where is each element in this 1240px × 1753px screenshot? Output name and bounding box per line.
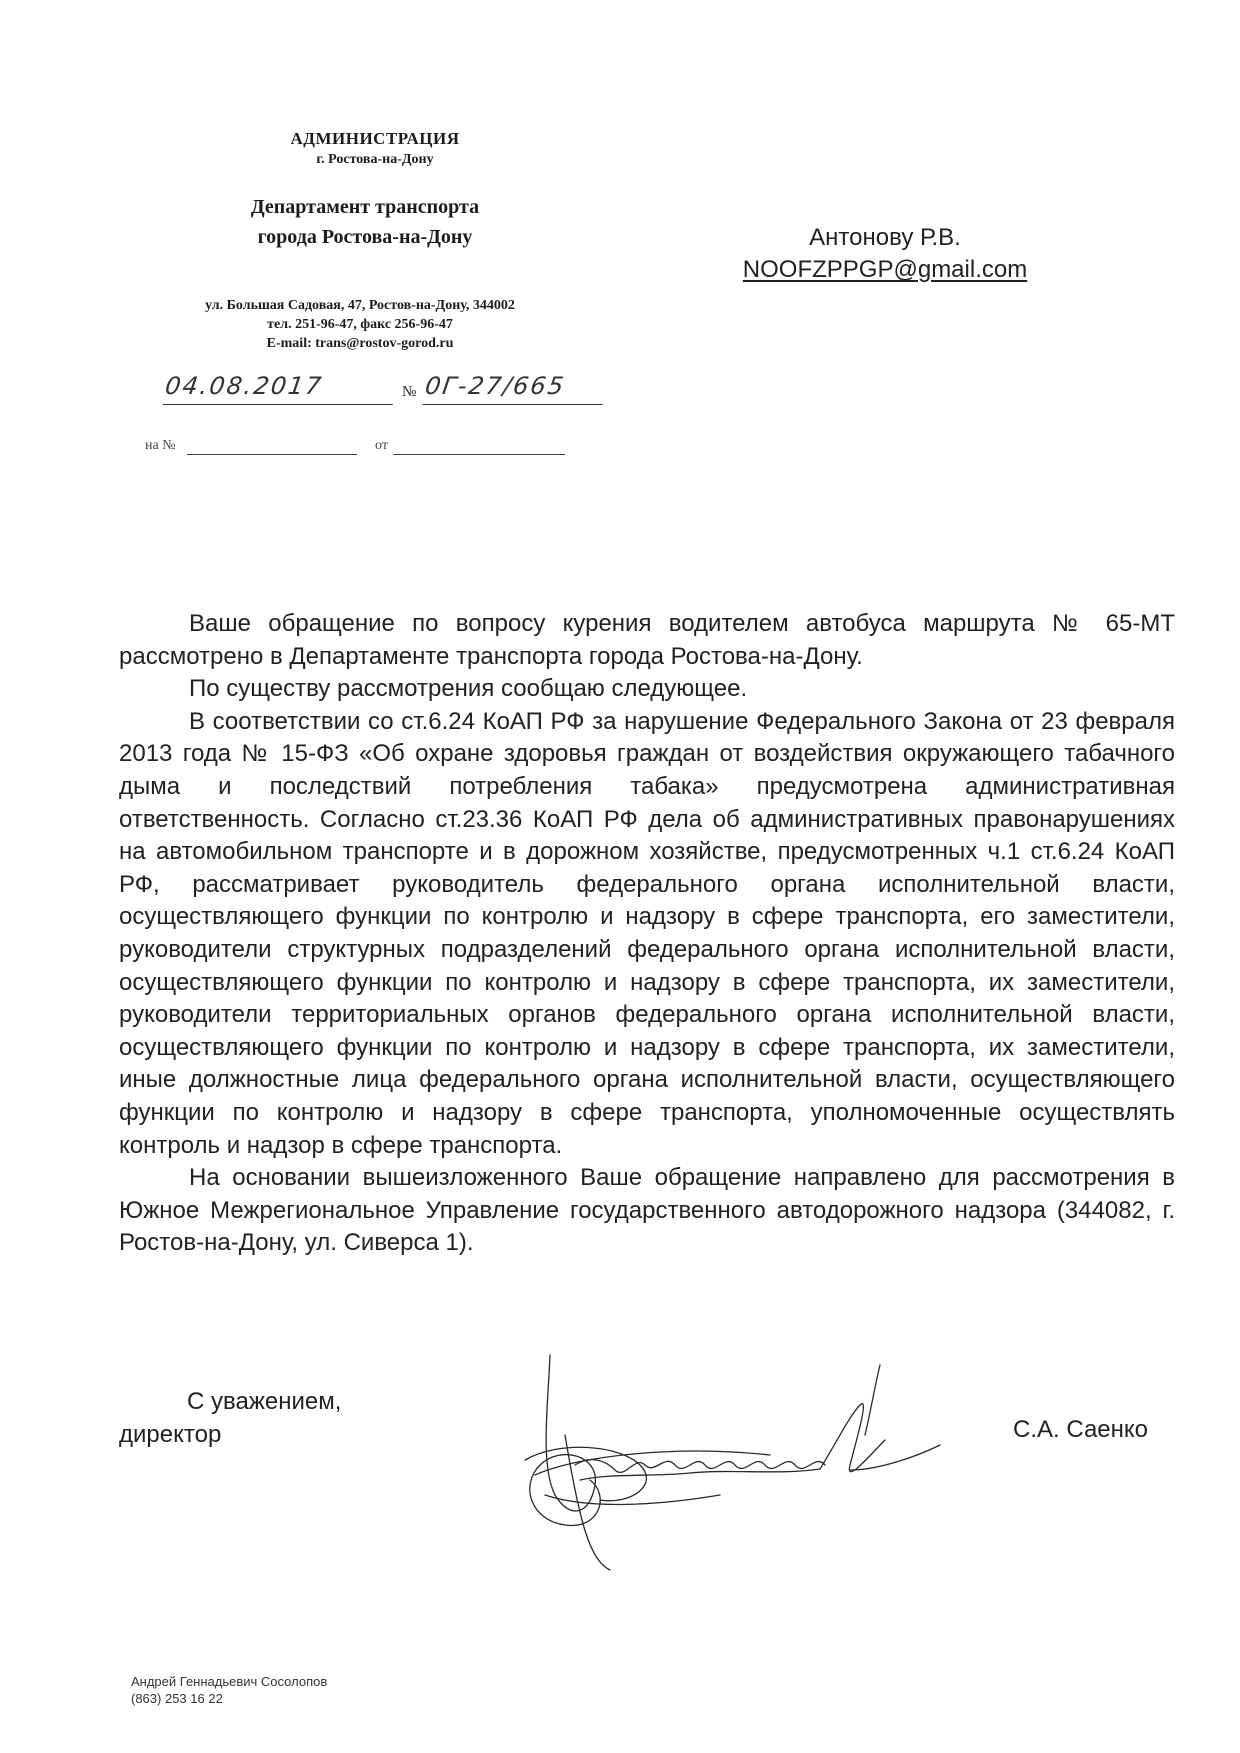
letterhead <box>130 128 580 252</box>
phone-fax: тел. 251-96-47, факс 256-96-47 <box>267 317 453 332</box>
signer-position: директор <box>119 1421 222 1448</box>
registration-line <box>140 372 630 406</box>
handwritten-signature <box>520 1345 970 1575</box>
organization-city: г. Ростова-на-Дону <box>316 152 434 167</box>
closing-block <box>119 1385 341 1451</box>
registration-date: 04.08.2017 <box>163 372 398 405</box>
closing-greeting: С уважением, <box>187 1388 342 1415</box>
organization-name: АДМИНИСТРАЦИЯ <box>290 129 460 148</box>
department-name <box>130 192 580 252</box>
recipient-email: NOOFZPPGP@gmail.com <box>742 256 1028 283</box>
recipient-block <box>715 222 1055 286</box>
executor-block <box>131 1673 327 1707</box>
registration-number-label: № <box>402 384 417 400</box>
address: ул. Большая Садовая, 47, Ростов-на-Дону, 344002 <box>205 298 515 313</box>
registration-number: 0Г-27/665 <box>423 372 608 405</box>
department-line-2: города Ростова-на-Дону <box>257 226 473 248</box>
executor-name: Андрей Геннадьевич Сосолопов <box>131 1674 328 1689</box>
reference-line <box>145 438 575 460</box>
executor-phone: (863) 253 16 22 <box>131 1691 223 1706</box>
reference-date-label: от <box>375 438 388 453</box>
organization-email: E-mail: trans@rostov-gorod.ru <box>266 336 454 351</box>
paragraph-3: В соответствии со ст.6.24 КоАП РФ за нарушение Федерального Закона от 23 февраля 2013 года № 15-ФЗ «Об охране здоровья граждан от воздействия окружающего табачного дыма и последствий потребления табака» предусмотрена административная ответственность. Согласно ст.23.36 КоАП РФ дела об административных правонарушениях на автомобильном транспорте и в дорожном хозяйстве, предусмотренных ч.1 ст.6.24 КоАП РФ, рассматривает руководитель федерального органа исполнительной власти, осуществляющего функции по контролю и надзору в сфере транспорта, его заместители, руководители структурных подразделений федерального органа исполнительной власти, осуществляющего функции по контролю и надзору в сфере транспорта, их заместители, руководители территориальных органов федерального органа исполнительной власти, осуществляющего функции по контролю и надзору в сфере транспорта, их заместители, иные должностные лица федерального органа исполнительной власти, осуществляющего функции по контролю и надзору в сфере транспорта, уполномоченные осуществлять контроль и надзор в сфере транспорта. <box>119 707 1175 1159</box>
paragraph-1: Ваше обращение по вопросу курения водителем автобуса маршрута № 65-МТ рассмотрено в Департаменте транспорта города Ростова-на-Дону. <box>119 610 1175 670</box>
paragraph-2: По существу рассмотрения сообщаю следующее. <box>189 675 748 703</box>
reference-date-blank <box>393 454 565 455</box>
contact-block <box>130 296 590 353</box>
paragraph-4: На основании вышеизложенного Ваше обращение направлено для рассмотрения в Южное Межрегиональное Управление государственного автодорожного надзора (344082, г. Ростов-на-Дону, ул. Сиверса 1). <box>119 1164 1175 1257</box>
letter-body <box>119 608 1175 1260</box>
recipient-name: Антонову Р.В. <box>809 224 961 251</box>
reference-number-label: на № <box>145 438 176 453</box>
reference-number-blank <box>187 454 357 455</box>
department-line-1: Департамент транспорта <box>250 196 480 218</box>
signer-name: С.А. Саенко <box>1013 1416 1149 1443</box>
